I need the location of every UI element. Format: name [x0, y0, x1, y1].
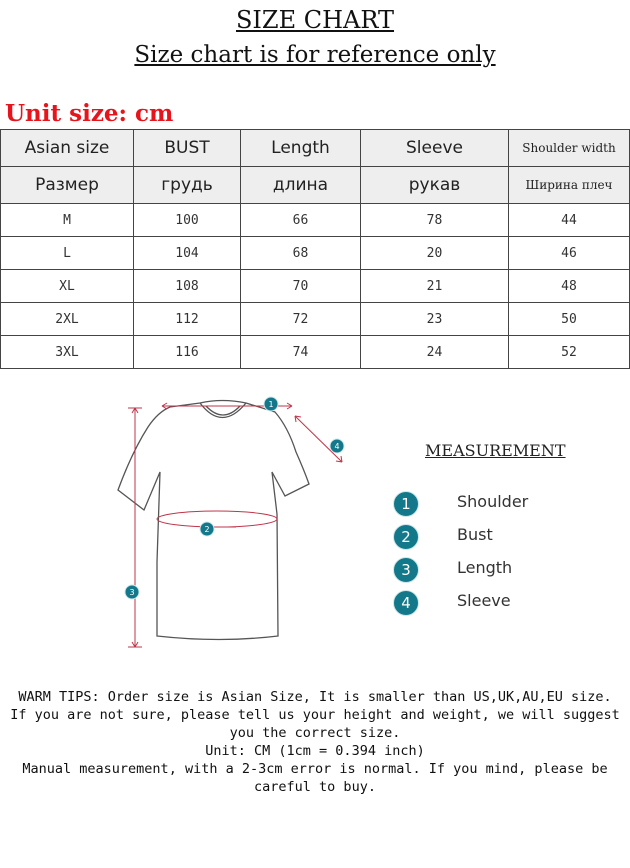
header-cell: длина [241, 167, 361, 204]
table-cell: 78 [361, 204, 509, 237]
measurement-item [393, 590, 593, 616]
measurement-label: Shoulder [457, 492, 529, 511]
table-cell: 20 [361, 237, 509, 270]
marker-2-number: 2 [204, 525, 210, 534]
table-row [1, 270, 630, 303]
header-cell: рукав [361, 167, 509, 204]
page-title: SIZE CHART [235, 6, 395, 34]
measurement-number-badge: 3 [393, 557, 419, 583]
table-cell: 108 [134, 270, 241, 303]
marker-4-number: 4 [334, 442, 340, 451]
header-row-ru [1, 167, 630, 204]
table-cell: 70 [241, 270, 361, 303]
table-row [1, 336, 630, 369]
marker-1-number: 1 [268, 400, 274, 409]
measurement-number-badge: 2 [393, 524, 419, 550]
table-row [1, 204, 630, 237]
table-cell: 44 [509, 204, 630, 237]
measurement-item [393, 524, 593, 550]
header-cell: Ширина плеч [509, 167, 630, 204]
size-table [0, 129, 630, 369]
table-cell: 46 [509, 237, 630, 270]
tips-line: WARM TIPS: Order size is Asian Size, It is smaller than US,UK,AU,EU size. [18, 689, 612, 705]
table-cell: 112 [134, 303, 241, 336]
table-cell: 23 [361, 303, 509, 336]
table-cell: XL [1, 270, 134, 303]
bust-measure-ellipse [157, 511, 277, 527]
table-cell: 2XL [1, 303, 134, 336]
table-row [1, 237, 630, 270]
table-cell: 50 [509, 303, 630, 336]
table-cell: 104 [134, 237, 241, 270]
table-cell: 100 [134, 204, 241, 237]
header-cell: Length [241, 130, 361, 167]
measurement-item [393, 491, 593, 517]
tips-line: If you are not sure, please tell us your height and weight, we will suggest [10, 707, 620, 723]
warm-tips [0, 688, 630, 796]
header-row-en [1, 130, 630, 167]
measurement-title: MEASUREMENT [425, 441, 566, 460]
table-cell: 72 [241, 303, 361, 336]
unit-label: Unit size: cm [5, 100, 174, 127]
page-subtitle: Size chart is for reference only [134, 42, 496, 68]
header-cell: Asian size [1, 130, 134, 167]
header-cell: Sleeve [361, 130, 509, 167]
table-cell: 52 [509, 336, 630, 369]
tips-line: Unit: CM (1cm = 0.394 inch) [205, 743, 425, 759]
table-cell: 3XL [1, 336, 134, 369]
table-cell: L [1, 237, 134, 270]
measurement-label: Sleeve [457, 591, 511, 610]
measurement-number-badge: 1 [393, 491, 419, 517]
table-cell: M [1, 204, 134, 237]
table-cell: 68 [241, 237, 361, 270]
measurement-item [393, 557, 593, 583]
header-cell: BUST [134, 130, 241, 167]
measurement-label: Length [457, 558, 513, 577]
table-cell: 74 [241, 336, 361, 369]
table-cell: 66 [241, 204, 361, 237]
tips-line: you the correct size. [229, 725, 401, 741]
tips-line: Manual measurement, with a 2-3cm error is normal. If you mind, please be [22, 761, 608, 777]
header-cell: Shoulder width [509, 130, 630, 167]
header-cell: грудь [134, 167, 241, 204]
table-cell: 48 [509, 270, 630, 303]
table-cell: 21 [361, 270, 509, 303]
marker-3-number: 3 [129, 588, 135, 597]
table-cell: 116 [134, 336, 241, 369]
table-cell: 24 [361, 336, 509, 369]
tshirt-diagram [110, 392, 360, 654]
tips-line: careful to buy. [254, 779, 376, 795]
measurement-number-badge: 4 [393, 590, 419, 616]
measurement-label: Bust [457, 525, 493, 544]
tshirt-outline [118, 401, 309, 640]
table-row [1, 303, 630, 336]
header-cell: Размер [1, 167, 134, 204]
